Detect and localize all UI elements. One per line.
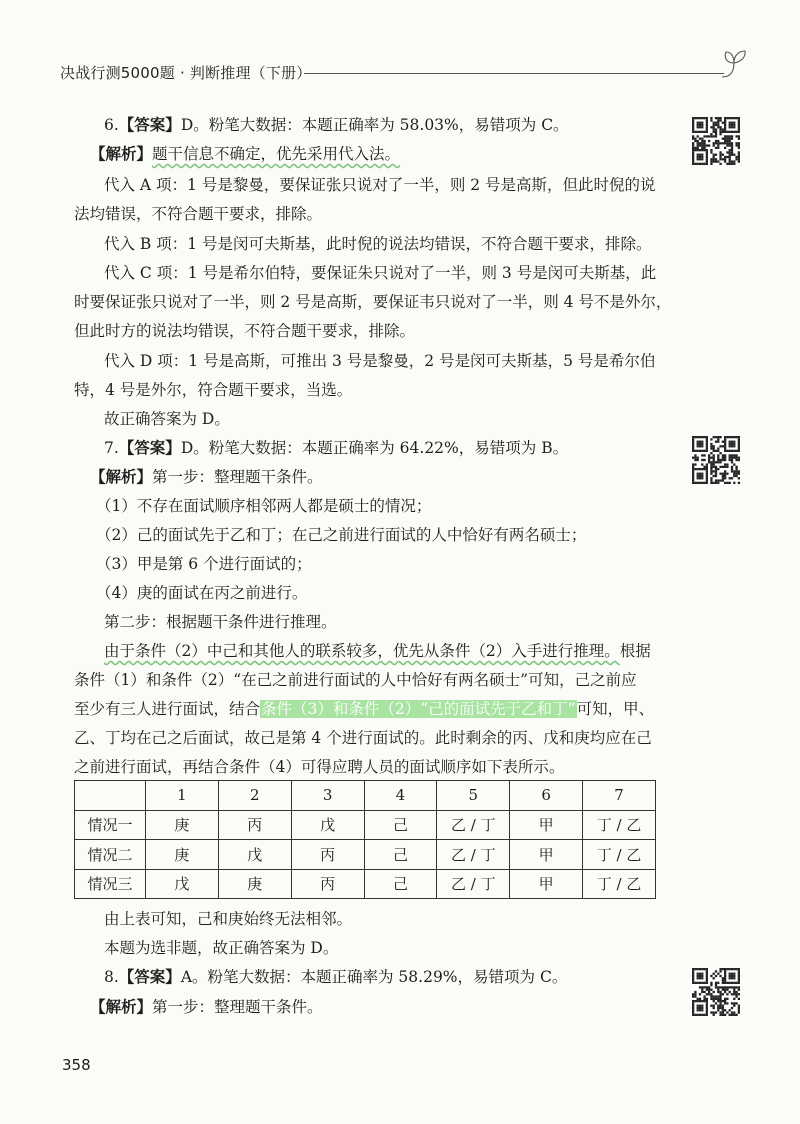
q8-analysis-text: 第一步：整理题干条件。 — [152, 998, 323, 1016]
table-cell: 丁 / 乙 — [583, 869, 656, 899]
page-number: 358 — [62, 1056, 91, 1074]
q6-answer-line — [104, 114, 569, 136]
table-cell: 丁 / 乙 — [583, 840, 656, 870]
q8-answer-text: A。粉笔大数据：本题正确率为 58.29%，易错项为 C。 — [180, 968, 568, 986]
q7-condition-4: （4）庚的面试在丙之前进行。 — [96, 584, 308, 602]
q7-reasoning-line5: 之前进行面试，再结合条件（4）可得应聘人员的面试顺序如下表所示。 — [74, 758, 565, 776]
q7-reasoning-post: 可知，甲、 — [576, 700, 655, 718]
q7-reasoning-line2: 条件（1）和条件（2）“在己之前进行面试的人中恰好有两名硕士”可知，己之前应 — [74, 671, 637, 689]
q6-option-d-line2: 特，4 号是外尔，符合题干要求，当选。 — [74, 381, 353, 399]
table-cell: 甲 — [510, 840, 583, 870]
table-header-cell: 1 — [146, 781, 219, 811]
table-cell: 庚 — [146, 840, 219, 870]
q7-answer-line — [104, 437, 568, 459]
q8-analysis-line — [90, 996, 323, 1018]
table-cell: 乙 / 丁 — [437, 869, 510, 899]
table-row — [75, 840, 656, 870]
q7-after-table-1: 由上表可知，己和庚始终无法相邻。 — [104, 910, 353, 928]
q6-answer-tag: 【答案】 — [118, 115, 181, 134]
q7-reasoning-line3 — [74, 698, 654, 720]
q6-option-d-line1: 代入 D 项：1 号是高斯，可推出 3 号是黎曼，2 号是闵可夫斯基，5 号是希尔伯 — [104, 352, 656, 370]
table-header-cell: 5 — [437, 781, 510, 811]
q7-condition-3: （3）甲是第 6 个进行面试的； — [96, 555, 312, 573]
table-cell: 己 — [364, 840, 437, 870]
book-title: 决战行测5000题 · 判断推理（下册） — [60, 64, 312, 82]
table-row-label: 情况一 — [75, 810, 146, 840]
q6-option-c-line2: 时要保证张只说对了一半，则 2 号是高斯，要保证韦只说对了一半，则 4 号不是外尔， — [74, 293, 672, 311]
q7-step2: 第二步：根据题干条件进行推理。 — [104, 613, 337, 631]
table-cell: 甲 — [510, 869, 583, 899]
q7-after-table-2: 本题为选非题，故正确答案为 D。 — [104, 939, 339, 957]
table-row-label: 情况三 — [75, 869, 146, 899]
q8-number: 8. — [104, 968, 119, 986]
table-header-cell: 2 — [218, 781, 291, 811]
q6-option-c-line1: 代入 C 项：1 号是希尔伯特，要保证朱只说对了一半，则 3 号是闵可夫斯基，此 — [104, 264, 657, 282]
q7-condition-2: （2）己的面试先于乙和丁；在己之前进行面试的人中恰好有两名硕士； — [96, 526, 587, 544]
q6-answer-text: D。粉笔大数据：本题正确率为 58.03%，易错项为 C。 — [180, 116, 569, 134]
q7-analysis-text: 第一步：整理题干条件。 — [152, 468, 323, 486]
qr-code-icon[interactable] — [692, 117, 740, 165]
q6-option-a-line1: 代入 A 项：1 号是黎曼，要保证张只说对了一半，则 2 号是高斯，但此时倪的说 — [104, 176, 656, 194]
table-row — [75, 810, 656, 840]
qr-code-icon[interactable] — [692, 436, 740, 484]
table-cell: 庚 — [218, 869, 291, 899]
q7-reasoning-pre: 至少有三人进行面试，结合 — [74, 700, 261, 718]
q7-answer-text: D。粉笔大数据：本题正确率为 64.22%，易错项为 B。 — [180, 439, 569, 457]
table-header-cell: 3 — [291, 781, 364, 811]
q6-option-c-line3: 但此时方的说法均错误，不符合题干要求，排除。 — [74, 322, 416, 340]
q7-analysis-line — [90, 466, 323, 488]
table-cell: 丁 / 乙 — [583, 810, 656, 840]
table-row-label: 情况二 — [75, 840, 146, 870]
table-cell: 丙 — [291, 840, 364, 870]
header-rule — [304, 73, 724, 74]
q6-analysis-line — [90, 143, 400, 165]
table-cell: 丙 — [291, 869, 364, 899]
q7-reasoning-wavy: 由于条件（2）中己和其他人的联系较多，优先从条件（2）入手进行推理。 — [104, 642, 620, 660]
table-row — [75, 869, 656, 899]
q6-option-a-line2: 法均错误，不符合题干要求，排除。 — [74, 205, 323, 223]
table-cell: 丙 — [218, 810, 291, 840]
table-cell: 甲 — [510, 810, 583, 840]
table-header-cell: 7 — [583, 781, 656, 811]
table-cell: 乙 / 丁 — [437, 840, 510, 870]
q8-answer-tag: 【答案】 — [118, 967, 181, 986]
table-cell: 己 — [364, 869, 437, 899]
table-cell: 戊 — [291, 810, 364, 840]
q7-highlighted-text: 条件（3）和条件（2）“己的面试先于乙和丁” — [261, 700, 576, 718]
table-header-cell: 6 — [510, 781, 583, 811]
q8-analysis-tag: 【解析】 — [90, 997, 153, 1016]
table-header-cell — [75, 781, 146, 811]
table-cell: 乙 / 丁 — [437, 810, 510, 840]
q7-reasoning-line4: 乙、丁均在己之后面试，故己是第 4 个进行面试的。此时剩余的丙、戊和庚均应在己 — [74, 729, 652, 747]
q8-answer-line — [104, 966, 567, 988]
sprout-icon — [718, 46, 750, 80]
q7-reasoning-line1 — [104, 640, 651, 662]
q7-number: 7. — [104, 439, 119, 457]
running-header — [60, 62, 750, 90]
table-cell: 戊 — [146, 869, 219, 899]
table-cell: 己 — [364, 810, 437, 840]
table-header-row — [75, 781, 656, 811]
q7-analysis-tag: 【解析】 — [90, 467, 153, 486]
q6-conclusion: 故正确答案为 D。 — [104, 410, 230, 428]
q6-option-b-line1: 代入 B 项：1 号是闵可夫斯基，此时倪的说法均错误，不符合题干要求，排除。 — [104, 235, 652, 253]
q6-number: 6. — [104, 116, 119, 134]
q7-answer-tag: 【答案】 — [118, 438, 181, 457]
qr-code-icon[interactable] — [692, 968, 740, 1016]
q7-condition-1: （1）不存在面试顺序相邻两人都是硕士的情况； — [96, 497, 432, 515]
q7-reasoning-tail: 根据 — [619, 642, 651, 660]
table-cell: 戊 — [218, 840, 291, 870]
q6-analysis-tag: 【解析】 — [90, 144, 153, 163]
interview-order-table — [74, 780, 656, 899]
table-header-cell: 4 — [364, 781, 437, 811]
q6-analysis-text: 题干信息不确定，优先采用代入法。 — [152, 145, 401, 163]
table-cell: 庚 — [146, 810, 219, 840]
